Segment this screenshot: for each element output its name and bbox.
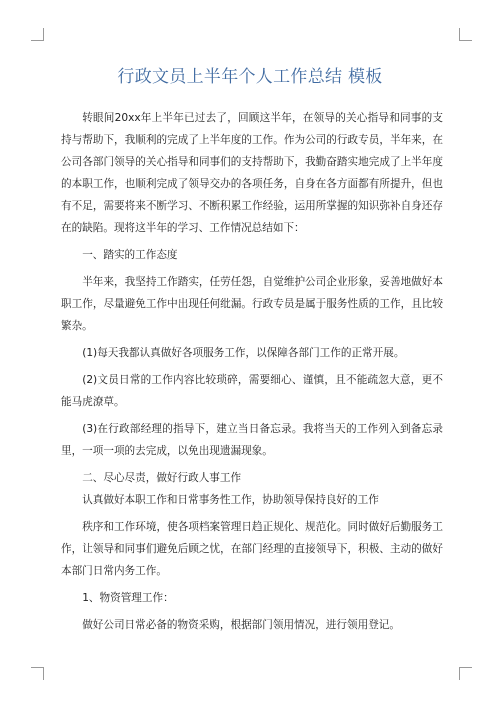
list-item-3: (3)在行政部经理的指导下，建立当日备忘录。我将当天的工作列入到备忘录里，一项一项的去完成，以免出现遗漏现象。	[61, 423, 443, 457]
corner-mark-bottom-right	[459, 667, 472, 680]
corner-mark-bottom-left	[31, 667, 44, 680]
paragraph-order: 秩序和工作环境，使各项档案管理日趋正规化、规范化。同时做好后勤服务工作，让领导和同事们避免后顾之忧，在部门经理的直接领导下，积极、主动的做好本部门日常内务工作。	[61, 521, 443, 577]
list-item-2: (2)文员日常的工作内容比较琐碎，需要细心、谨慎，且不能疏忽大意，更不能马虎潦草。	[61, 374, 443, 408]
document-body	[61, 107, 443, 636]
document-title: 行政文员上半年个人工作总结 模板	[117, 67, 383, 87]
subsection-heading-1: 1、物资管理工作：	[82, 592, 174, 604]
paragraph-intro: 转眼间20xx年上半年已过去了，回顾这半年，在领导的关心指导和同事的支持与帮助下，我顺利的完成了上半年度的工作。作为公司的行政专员，半年来，在公司各部门领导的关心指导和同事们的支持帮助下，我勤奋踏实地完成了上半年度的本职工作，也顺利完成了领导交办的各项任务，自身在各方面都有所提升，但也有不足，需要将来不断学习、不断积累工作经验，运用所掌握的知识弥补自身还存在的缺陷。现将这半年的学习、工作情况总结如下：	[61, 112, 443, 234]
section-heading-1: 一、踏实的工作态度	[82, 249, 178, 261]
corner-mark-top-left	[31, 28, 44, 41]
paragraph-duties: 认真做好本职工作和日常事务性工作，协助领导保持良好的工作	[82, 494, 379, 506]
corner-mark-top-right	[459, 28, 472, 41]
paragraph-attitude: 半年来，我坚持工作踏实，任劳任怨，自觉维护公司企业形象，妥善地做好本职工作，尽量避免工作中出现任何纰漏。行政专员是属于服务性质的工作，且比较繁杂。	[61, 276, 443, 332]
paragraph-materials: 做好公司日常必备的物资采购，根据部门领用情况，进行领用登记。	[82, 619, 400, 631]
list-item-1: (1)每天我都认真做好各项服务工作，以保障各部门工作的正常开展。	[82, 347, 405, 359]
section-heading-2: 二、尽心尽责，做好行政人事工作	[82, 472, 242, 484]
